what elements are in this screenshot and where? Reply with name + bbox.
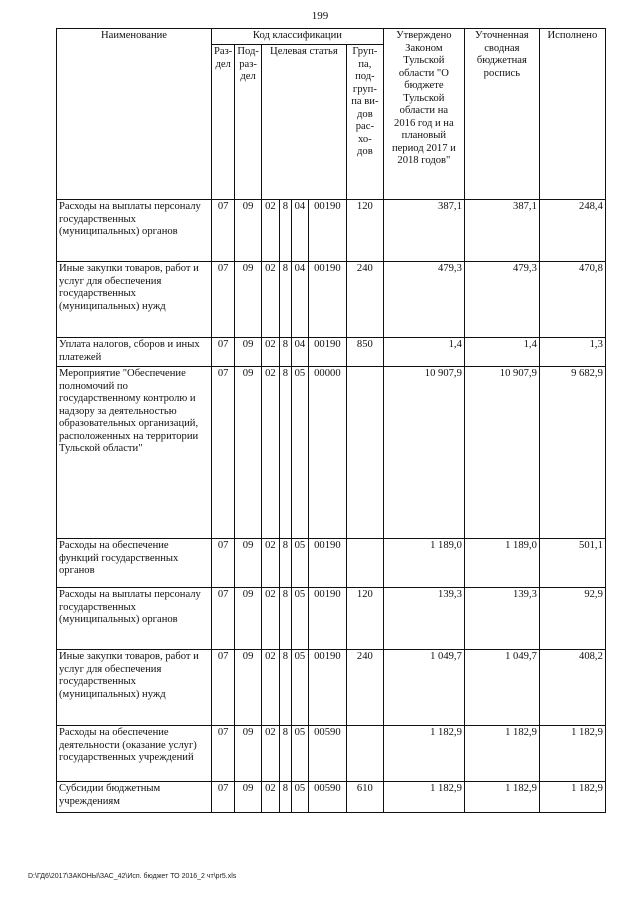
row-razdel: 07 — [212, 726, 235, 782]
row-expense-group: 120 — [346, 200, 383, 262]
row-executed: 501,1 — [539, 539, 605, 588]
row-refined: 1 049,7 — [464, 650, 539, 726]
row-refined: 387,1 — [464, 200, 539, 262]
row-razdel: 07 — [212, 650, 235, 726]
table-row — [57, 539, 606, 588]
row-executed: 9 682,9 — [539, 367, 605, 539]
row-target-code-event: 05 — [291, 539, 308, 588]
row-target-code-event: 05 — [291, 650, 308, 726]
table-row — [57, 782, 606, 813]
row-target-code-program: 02 — [261, 262, 279, 338]
row-refined: 1 189,0 — [464, 539, 539, 588]
row-expense-group: 240 — [346, 650, 383, 726]
row-target-code-program: 02 — [261, 539, 279, 588]
header-refined: Уточненная сводная бюджетная роспись — [464, 29, 539, 200]
row-name: Расходы на выплаты персоналу государственных (муниципальных) органов — [57, 200, 212, 262]
row-name: Расходы на обеспечение функций государственных органов — [57, 539, 212, 588]
row-name: Уплата налогов, сборов и иных платежей — [57, 338, 212, 367]
row-podrazdel: 09 — [235, 200, 262, 262]
table-row — [57, 726, 606, 782]
row-razdel: 07 — [212, 200, 235, 262]
row-podrazdel: 09 — [235, 338, 262, 367]
row-target-code-program: 02 — [261, 782, 279, 813]
row-approved: 139,3 — [383, 588, 464, 650]
row-target-code-program: 02 — [261, 726, 279, 782]
table-row — [57, 200, 606, 262]
row-approved: 1 182,9 — [383, 726, 464, 782]
footer-file-path: D:\ГД6\2017\ЗАКОНЫ\ЗАС_42\Исп. бюджет ТО 2016_2 чт\pr5.xls — [28, 873, 237, 880]
row-target-code-type: 8 — [279, 588, 291, 650]
row-expense-group — [346, 539, 383, 588]
table-row — [57, 338, 606, 367]
row-approved: 10 907,9 — [383, 367, 464, 539]
row-podrazdel: 09 — [235, 262, 262, 338]
row-podrazdel: 09 — [235, 588, 262, 650]
row-approved: 1,4 — [383, 338, 464, 367]
row-target-code-type: 8 — [279, 367, 291, 539]
row-target-code-direction: 00190 — [308, 338, 346, 367]
table-row — [57, 650, 606, 726]
row-target-code-event: 05 — [291, 782, 308, 813]
row-target-code-program: 02 — [261, 650, 279, 726]
row-razdel: 07 — [212, 782, 235, 813]
row-name: Субсидии бюджетным учреждениям — [57, 782, 212, 813]
row-target-code-direction: 00190 — [308, 650, 346, 726]
header-approved: Утверждено Законом Тульской области "О бюджете Тульской области на 2016 год и на плановый период 2017 и 2018 годов" — [383, 29, 464, 200]
row-target-code-direction: 00190 — [308, 200, 346, 262]
budget-table — [56, 28, 606, 813]
header-executed: Исполнено — [539, 29, 605, 200]
row-target-code-type: 8 — [279, 262, 291, 338]
table-body — [57, 29, 606, 813]
row-target-code-type: 8 — [279, 338, 291, 367]
row-target-code-direction: 00590 — [308, 726, 346, 782]
row-podrazdel: 09 — [235, 726, 262, 782]
row-target-code-type: 8 — [279, 782, 291, 813]
row-target-code-direction: 00000 — [308, 367, 346, 539]
row-target-code-direction: 00190 — [308, 588, 346, 650]
header-section: Раз- дел — [212, 45, 235, 200]
row-expense-group: 120 — [346, 588, 383, 650]
row-target-code-type: 8 — [279, 539, 291, 588]
row-expense-group: 240 — [346, 262, 383, 338]
row-razdel: 07 — [212, 539, 235, 588]
row-approved: 1 049,7 — [383, 650, 464, 726]
row-approved: 1 182,9 — [383, 782, 464, 813]
row-refined: 479,3 — [464, 262, 539, 338]
row-target-code-direction: 00590 — [308, 782, 346, 813]
row-expense-group: 850 — [346, 338, 383, 367]
header-classification: Код классификации — [212, 29, 384, 45]
row-expense-group — [346, 726, 383, 782]
header-row-top — [57, 29, 606, 45]
row-podrazdel: 09 — [235, 367, 262, 539]
row-target-code-direction: 00190 — [308, 262, 346, 338]
row-target-code-event: 05 — [291, 726, 308, 782]
header-subsection: Под- раз- дел — [235, 45, 262, 200]
row-razdel: 07 — [212, 588, 235, 650]
row-podrazdel: 09 — [235, 539, 262, 588]
row-target-code-event: 05 — [291, 367, 308, 539]
row-executed: 470,8 — [539, 262, 605, 338]
row-podrazdel: 09 — [235, 650, 262, 726]
row-name: Иные закупки товаров, работ и услуг для обеспечения государственных (муниципальных) нужд — [57, 262, 212, 338]
row-refined: 1,4 — [464, 338, 539, 367]
row-target-code-program: 02 — [261, 588, 279, 650]
table-row — [57, 588, 606, 650]
header-name: Наименование — [57, 29, 212, 200]
header-expense-group: Груп- па, под- груп- па ви- дов рас- хо- дов — [346, 45, 383, 200]
row-target-code-type: 8 — [279, 650, 291, 726]
table-row — [57, 262, 606, 338]
row-executed: 92,9 — [539, 588, 605, 650]
page-number: 199 — [311, 10, 329, 22]
row-razdel: 07 — [212, 367, 235, 539]
row-name: Иные закупки товаров, работ и услуг для обеспечения государственных (муниципальных) нужд — [57, 650, 212, 726]
row-approved: 479,3 — [383, 262, 464, 338]
row-refined: 1 182,9 — [464, 726, 539, 782]
row-executed: 1 182,9 — [539, 782, 605, 813]
row-target-code-event: 04 — [291, 338, 308, 367]
row-target-code-program: 02 — [261, 367, 279, 539]
header-target-article: Целевая статья — [261, 45, 346, 200]
row-refined: 10 907,9 — [464, 367, 539, 539]
row-target-code-type: 8 — [279, 200, 291, 262]
row-target-code-program: 02 — [261, 200, 279, 262]
row-target-code-type: 8 — [279, 726, 291, 782]
row-approved: 387,1 — [383, 200, 464, 262]
row-name: Расходы на обеспечение деятельности (оказание услуг) государственных учреждений — [57, 726, 212, 782]
row-executed: 1,3 — [539, 338, 605, 367]
row-podrazdel: 09 — [235, 782, 262, 813]
row-name: Мероприятие "Обеспечение полномочий по государственному контролю и надзору за деятельностью образовательных организаций, расположенных на территории Тульской области" — [57, 367, 212, 539]
row-target-code-direction: 00190 — [308, 539, 346, 588]
row-target-code-event: 05 — [291, 588, 308, 650]
row-approved: 1 189,0 — [383, 539, 464, 588]
row-target-code-event: 04 — [291, 262, 308, 338]
row-razdel: 07 — [212, 338, 235, 367]
row-name: Расходы на выплаты персоналу государственных (муниципальных) органов — [57, 588, 212, 650]
row-executed: 248,4 — [539, 200, 605, 262]
row-executed: 1 182,9 — [539, 726, 605, 782]
row-refined: 139,3 — [464, 588, 539, 650]
row-expense-group: 610 — [346, 782, 383, 813]
row-razdel: 07 — [212, 262, 235, 338]
row-refined: 1 182,9 — [464, 782, 539, 813]
row-expense-group — [346, 367, 383, 539]
table-row — [57, 367, 606, 539]
row-target-code-program: 02 — [261, 338, 279, 367]
row-target-code-event: 04 — [291, 200, 308, 262]
row-executed: 408,2 — [539, 650, 605, 726]
